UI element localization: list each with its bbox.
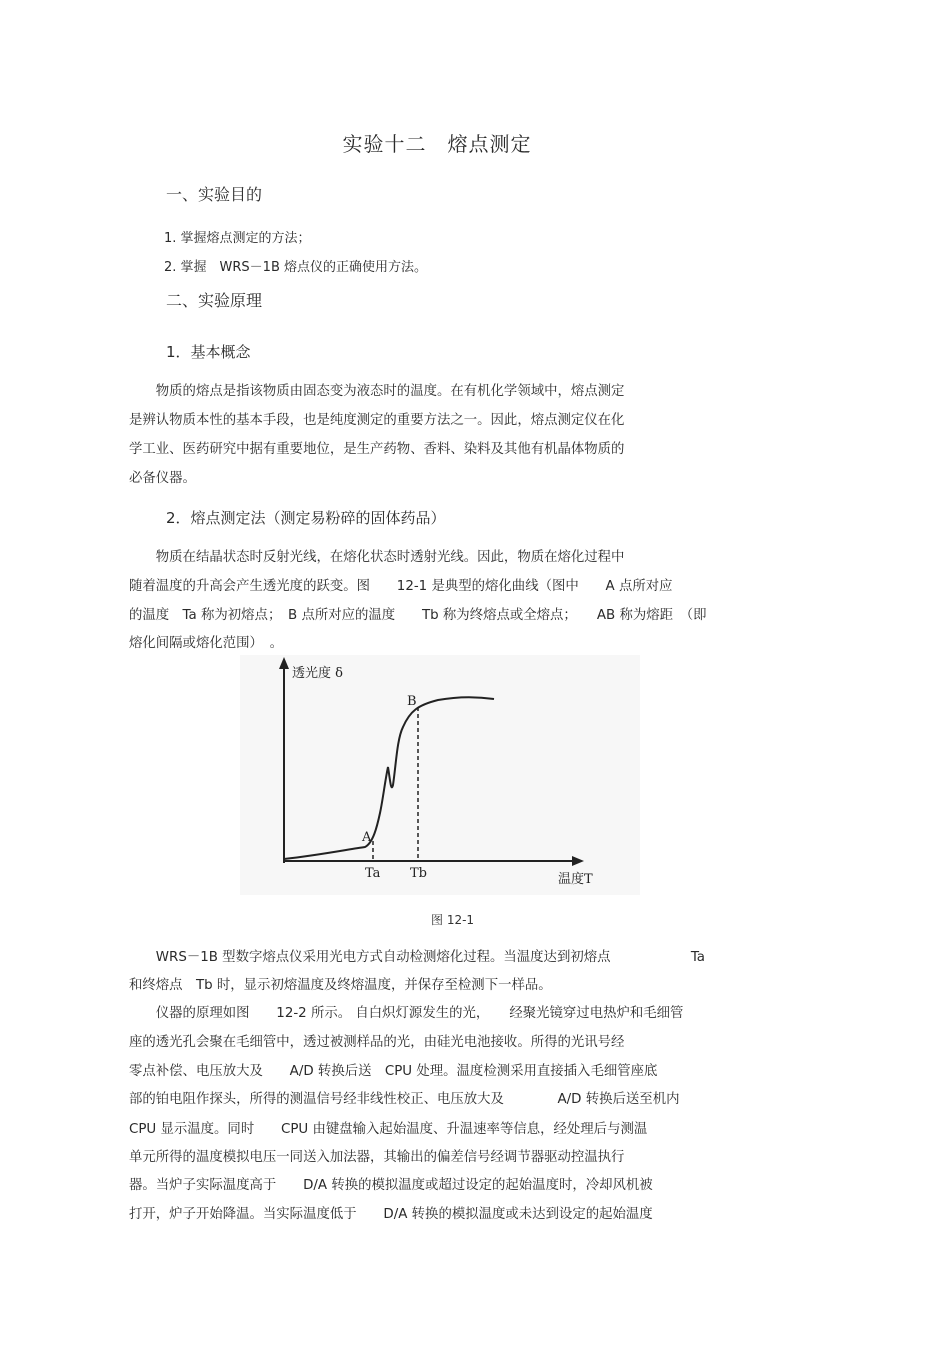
section-heading-principle: 二、实验原理 (166, 291, 263, 310)
paragraph-line: 仪器的原理如图 12-2 所示。 自白炽灯源发生的光， 经聚光镜穿过电热炉和毛细管 (129, 1006, 684, 1021)
paragraph-line: 座的透光孔会聚在毛细管中，透过被测样品的光，由硅光电池接收。所得的光讯号经 (129, 1035, 625, 1050)
subheading-melting-method: 2．熔点测定法（测定易粉碎的固体药品） (166, 509, 446, 527)
paragraph-line: 单元所得的温度模拟电压一同送入加法器，其输出的偏差信号经调节器驱动控温执行 (129, 1150, 625, 1165)
page-title: 实验十二 熔点测定 (342, 132, 532, 156)
paragraph-line: WRS－1B 型数字熔点仪采用光电方式自动检测熔化过程。当温度达到初熔点 Ta (129, 950, 706, 965)
paragraph-line: 和终熔点 Tb 时，显示初熔温度及终熔温度，并保存至检测下一样品。 (129, 978, 552, 993)
objective-item-2: 2. 掌握 WRS－1B 熔点仪的正确使用方法。 (164, 260, 427, 275)
tick-label-ta: Ta (365, 866, 381, 881)
paragraph-line: 必备仪器。 (129, 471, 196, 486)
paragraph-line: 部的铂电阻作探头，所得的测温信号经非线性校正、电压放大及 A/D 转换后送至机内 (129, 1092, 680, 1107)
paragraph-line: 器。当炉子实际温度高于 D/A 转换的模拟温度或超过设定的起始温度时，冷却风机被 (129, 1178, 653, 1193)
paragraph-line: 是辨认物质本性的基本手段，也是纯度测定的重要方法之一。因此，熔点测定仪在化 (129, 413, 625, 428)
melting-curve-figure (240, 655, 640, 895)
paragraph-line: 物质的熔点是指该物质由固态变为液态时的温度。在有机化学领域中，熔点测定 (129, 384, 625, 399)
y-axis-label: 透光度 δ (292, 666, 343, 681)
figure-background (240, 655, 640, 895)
paragraph-line: 的温度 Ta 称为初熔点； B 点所对应的温度 Tb 称为终熔点或全熔点； AB 称为熔距 （即 (129, 608, 707, 623)
paragraph-line: 零点补偿、电压放大及 A/D 转换后送 CPU 处理。温度检测采用直接插入毛细管座底 (129, 1064, 658, 1079)
paragraph-line: 打开，炉子开始降温。当实际温度低于 D/A 转换的模拟温度或未达到设定的起始温度 (129, 1207, 653, 1222)
paragraph-line: 学工业、医药研究中据有重要地位，是生产药物、香料、染料及其他有机晶体物质的 (129, 442, 625, 457)
x-axis-label: 温度T (558, 872, 593, 887)
tick-label-tb: Tb (410, 866, 427, 881)
section-heading-objectives: 一、实验目的 (166, 185, 263, 204)
subheading-basic-concepts: 1．基本概念 (166, 343, 251, 361)
paragraph-line: 随着温度的升高会产生透光度的跃变。图 12-1 是典型的熔化曲线（图中 A 点所对应 (129, 579, 673, 594)
objective-item-1: 1. 掌握熔点测定的方法； (164, 231, 311, 246)
paragraph-line: 物质在结晶状态时反射光线，在熔化状态时透射光线。因此，物质在熔化过程中 (129, 550, 625, 565)
paragraph-line: 熔化间隔或熔化范围） 。 (129, 636, 283, 651)
figure-caption: 图 12-1 (431, 913, 475, 927)
paragraph-line: CPU 显示温度。同时 CPU 由键盘输入起始温度、升温速率等信息，经处理后与测温 (129, 1122, 648, 1137)
point-a-label: A (362, 830, 372, 845)
point-b-label: B (407, 694, 417, 709)
